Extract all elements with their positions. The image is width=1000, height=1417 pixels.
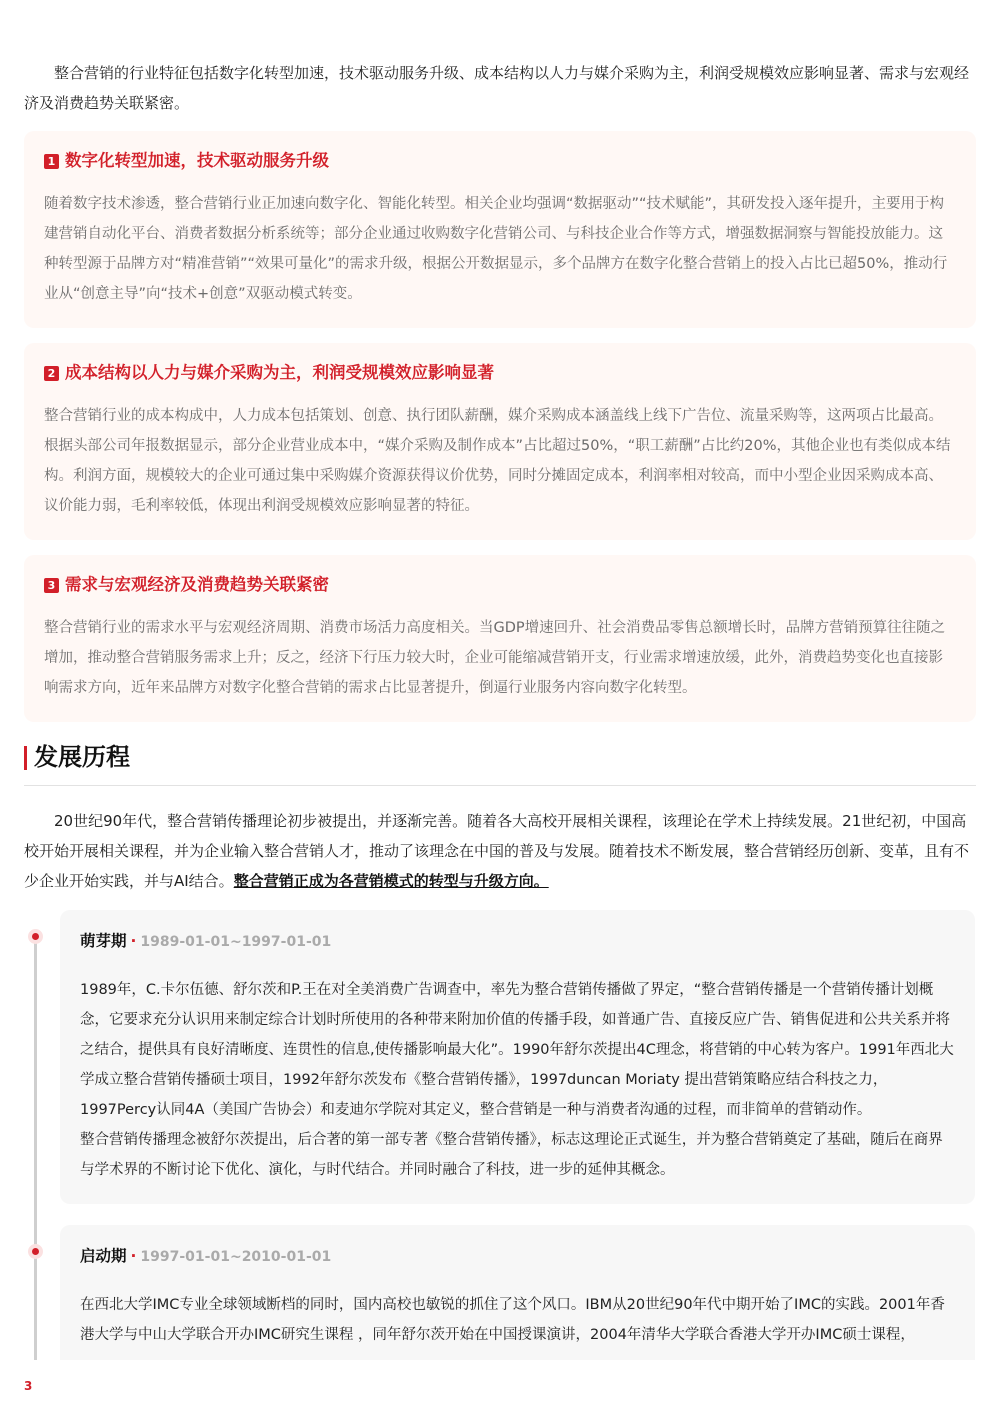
development-intro	[24, 806, 976, 896]
timeline-dot-icon	[28, 1244, 43, 1259]
timeline-body-paragraph: 1989年，C.卡尔伍德、舒尔茨和P.王在对全美消费广告调查中，率先为整合营销传播做了界定，“整合营销传播是一个营销传播计划概念，它要求充分认识用来制定综合计划时所使用的各种带来附加价值的传播手段，如普通广告、直接反应广告、销售促进和公共关系并将之结合，提供具有良好清晰度、连贯性的信息,使传播影响最大化”。1990年舒尔茨提出4C理念，将营销的中心转为客户。1991年西北大学成立整合营销传播硕士项目，1992年舒尔茨发布《整合营销传播》，1997duncan Moriaty 提出营销策略应结合科技之力，1997Percy认同4A（美国广告协会）和麦迪尔学院对其定义，整合营销是一种与消费者沟通的过程，而非简单的营销动作。	[80, 982, 954, 1118]
number-badge: 3	[44, 578, 59, 593]
feature-body: 整合营销行业的需求水平与宏观经济周期、消费市场活力高度相关。当GDP增速回升、社会消费品零售总额增长时，品牌方营销预算往往随之增加，推动整合营销服务需求上升；反之，经济下行压力较大时，企业可能缩减营销开支，行业需求增速放缓，此外，消费趋势变化也直接影响需求方向，近年来品牌方对数字化整合营销的需求占比显著提升，倒逼行业服务内容向数字化转型。	[44, 620, 946, 696]
timeline-separator: ·	[130, 1247, 137, 1265]
feature-card-digital	[24, 131, 976, 328]
page-number: 3	[24, 1379, 33, 1393]
timeline-date: 1997-01-01~2010-01-01	[140, 1249, 332, 1265]
feature-body: 整合营销行业的成本构成中，人力成本包括策划、创意、执行团队薪酬，媒介采购成本涵盖线上线下广告位、流量采购等，这两项占比最高。根据头部公司年报数据显示，部分企业营业成本中，“媒介采购及制作成本”占比超过50%，“职工薪酬”占比约20%，其他企业也有类似成本结构。利润方面，规模较大的企业可通过集中采购媒介资源获得议价优势，同时分摊固定成本，利润率相对较高，而中小型企业因采购成本高、议价能力弱，毛利率较低，体现出利润受规模效应影响显著的特征。	[44, 408, 951, 514]
timeline-phase: 萌芽期	[80, 932, 127, 950]
feature-title-text: 数字化转型加速，技术驱动服务升级	[65, 151, 329, 170]
timeline-item-sprouting	[60, 910, 975, 1204]
timeline-line	[34, 936, 37, 1360]
section-title: 发展历程	[34, 743, 130, 771]
development-emphasis: 整合营销正成为各营销模式的转型与升级方向。	[233, 872, 549, 890]
feature-title-text: 需求与宏观经济及消费趋势关联紧密	[65, 575, 329, 594]
section-heading	[24, 740, 976, 786]
timeline-phase: 启动期	[80, 1247, 127, 1265]
number-badge: 1	[44, 154, 59, 169]
feature-title-text: 成本结构以人力与媒介采购为主，利润受规模效应影响显著	[65, 363, 494, 382]
feature-body: 随着数字技术渗透，整合营销行业正加速向数字化、智能化转型。相关企业均强调“数据驱动”“技术赋能”，其研发投入逐年提升，主要用于构建营销自动化平台、消费者数据分析系统等；部分企业通过收购数字化营销公司、与科技企业合作等方式，增强数据洞察与智能投放能力。这种转型源于品牌方对“精准营销”“效果可量化”的需求升级，根据公开数据显示，多个品牌方在数字化整合营销上的投入占比已超50%，推动行业从“创意主导”向“技术+创意”双驱动模式转变。	[44, 196, 948, 302]
development-intro-text: 20世纪90年代，整合营销传播理论初步被提出，并逐渐完善。随着各大高校开展相关课程，该理论在学术上持续发展。21世纪初，中国高校开始开展相关课程，并为企业输入整合营销人才，推动了该理念在中国的普及与发展。随着技术不断发展，整合营销经历创新、变革，且有不少企业开始实践，并与AI结合。	[24, 812, 970, 890]
timeline-item-header	[80, 1243, 955, 1270]
timeline-body-paragraph: 在西北大学IMC专业全球领域断档的同时，国内高校也敏锐的抓住了这个风口。IBM从20世纪90年代中期开始了IMC的实践。2001年香港大学与中山大学联合开办IMC研究生课程 ，同年舒尔茨开始在中国授课演讲，2004年清华大学联合香港大学开办IMC硕士课程，	[80, 1297, 945, 1343]
timeline-item-header	[80, 928, 955, 955]
feature-title	[44, 361, 956, 385]
timeline-item-launch	[60, 1225, 975, 1360]
feature-title	[44, 149, 956, 173]
timeline-date: 1989-01-01~1997-01-01	[140, 934, 332, 950]
number-badge: 2	[44, 366, 59, 381]
intro-paragraph: 整合营销的行业特征包括数字化转型加速，技术驱动服务升级、成本结构以人力与媒介采购为主，利润受规模效应影响显著、需求与宏观经济及消费趋势关联紧密。	[24, 64, 970, 112]
timeline-body	[80, 1290, 955, 1350]
timeline-body-paragraph: 整合营销传播理念被舒尔茨提出，后合著的第一部专著《整合营销传播》，标志这理论正式诞生，并为整合营销奠定了基础，随后在商界与学术界的不断讨论下优化、演化，与时代结合。并同时融合了科技，进一步的延伸其概念。	[80, 1132, 943, 1178]
timeline-separator: ·	[130, 932, 137, 950]
timeline-body	[80, 975, 955, 1185]
feature-card-cost-structure	[24, 343, 976, 540]
feature-title	[44, 573, 956, 597]
feature-card-demand	[24, 555, 976, 722]
timeline-dot-icon	[28, 929, 43, 944]
section-accent-bar	[24, 746, 27, 770]
